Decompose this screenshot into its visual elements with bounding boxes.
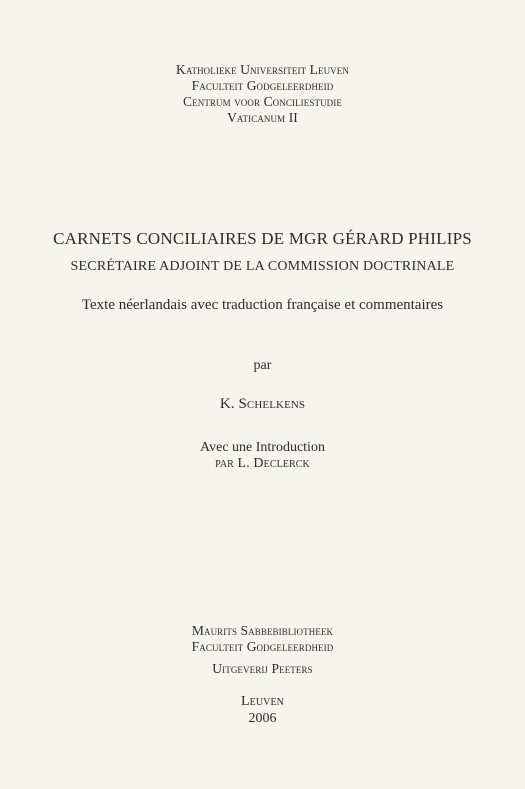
introduction-author: par L. Declerck xyxy=(215,456,310,471)
institution-line-council: Vaticanum II xyxy=(227,110,298,125)
publication-place: Leuven xyxy=(240,694,285,709)
book-description: Texte néerlandais avec traduction française et commentaires xyxy=(81,297,444,313)
institution-line-centre: Centrum voor Conciliestudie xyxy=(183,94,342,109)
publisher-library: Maurits Sabbebibliotheek xyxy=(191,623,334,638)
publisher-peeters: Uitgeverij Peeters xyxy=(212,661,313,676)
author-name: K. Schelkens xyxy=(219,396,306,412)
publication-year: 2006 xyxy=(248,711,277,726)
institution-line-university: Katholieke Universiteit Leuven xyxy=(176,62,349,77)
book-subtitle: SECRÉTAIRE ADJOINT DE LA COMMISSION DOCTRINALE xyxy=(70,259,455,274)
introduction-line: Avec une Introduction xyxy=(200,440,325,455)
book-title: CARNETS CONCILIAIRES DE MGR GÉRARD PHILIPS xyxy=(53,229,472,248)
institution-line-faculty: Faculteit Godgeleerdheid xyxy=(191,78,334,93)
by-label: par xyxy=(253,358,272,373)
publisher-faculty: Faculteit Godgeleerdheid xyxy=(191,639,334,654)
